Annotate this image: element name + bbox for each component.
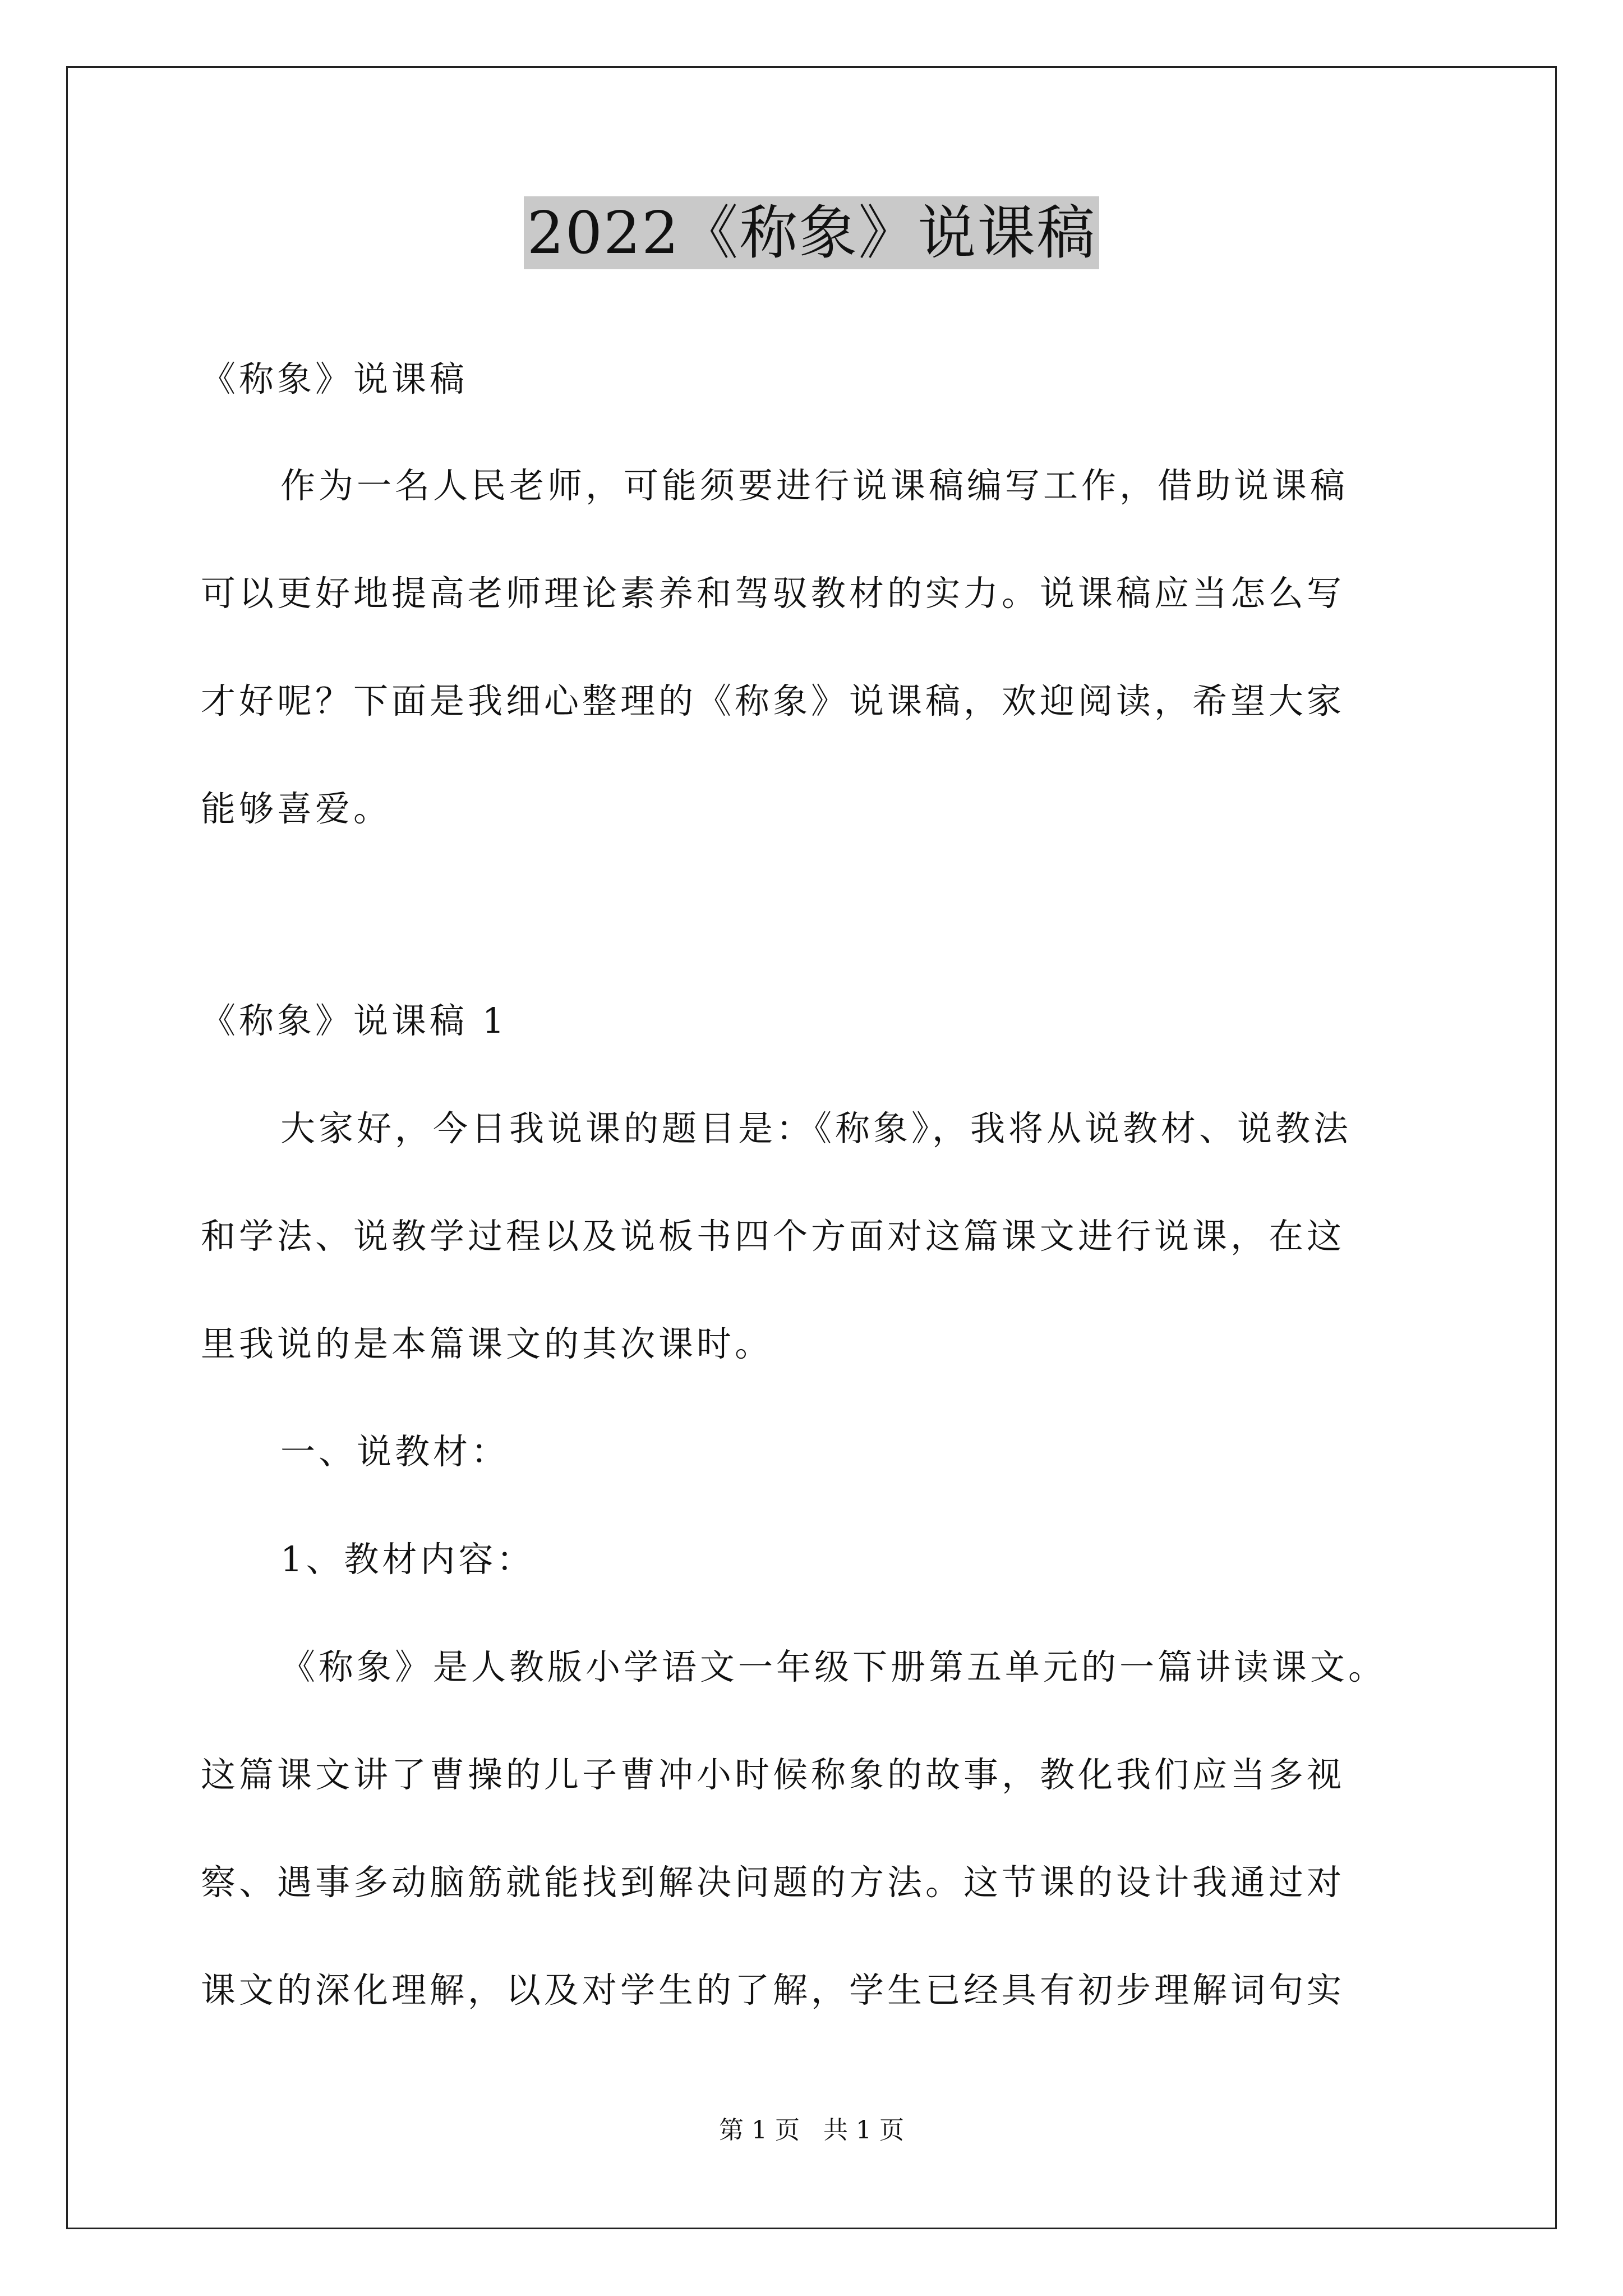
intro-line-2: 可以更好地提高老师理论素养和驾驭教材的实力。说课稿应当怎么写 (201, 573, 1345, 614)
body-line-1: 《称象》是人教版小学语文一年级下册第五单元的一篇讲读课文。 (280, 1646, 1387, 1687)
intro-line-4: 能够喜爱。 (201, 788, 392, 829)
document-subtitle: 《称象》说课稿 (201, 358, 468, 399)
section-line-1: 大家好，今日我说课的题目是：《称象》，我将从说教材、说教法 (280, 1108, 1352, 1149)
body-line-3: 察、遇事多动脑筋就能找到解决问题的方法。这节课的设计我通过对 (201, 1862, 1345, 1903)
body-line-2: 这篇课文讲了曹操的儿子曹冲小时候称象的故事，教化我们应当多视 (201, 1754, 1345, 1795)
section-heading: 《称象》说课稿 1 (201, 1000, 508, 1041)
intro-line-1: 作为一名人民老师，可能须要进行说课稿编写工作，借助说课稿 (280, 465, 1349, 506)
page-footer: 第 1 页 共 1 页 (719, 2116, 904, 2145)
section-line-3: 里我说的是本篇课文的其次课时。 (201, 1323, 773, 1364)
item-heading-2: 1、教材内容： (280, 1539, 535, 1580)
item-heading-1: 一、说教材： (280, 1431, 510, 1472)
intro-line-3: 才好呢？下面是我细心整理的《称象》说课稿，欢迎阅读，希望大家 (201, 680, 1345, 721)
section-line-2: 和学法、说教学过程以及说板书四个方面对这篇课文进行说课，在这 (201, 1216, 1345, 1257)
document-title: 2022《称象》说课稿 (524, 196, 1100, 269)
body-line-4: 课文的深化理解，以及对学生的了解，学生已经具有初步理解词句实 (201, 1970, 1345, 2010)
title-wrapper (0, 196, 1623, 269)
